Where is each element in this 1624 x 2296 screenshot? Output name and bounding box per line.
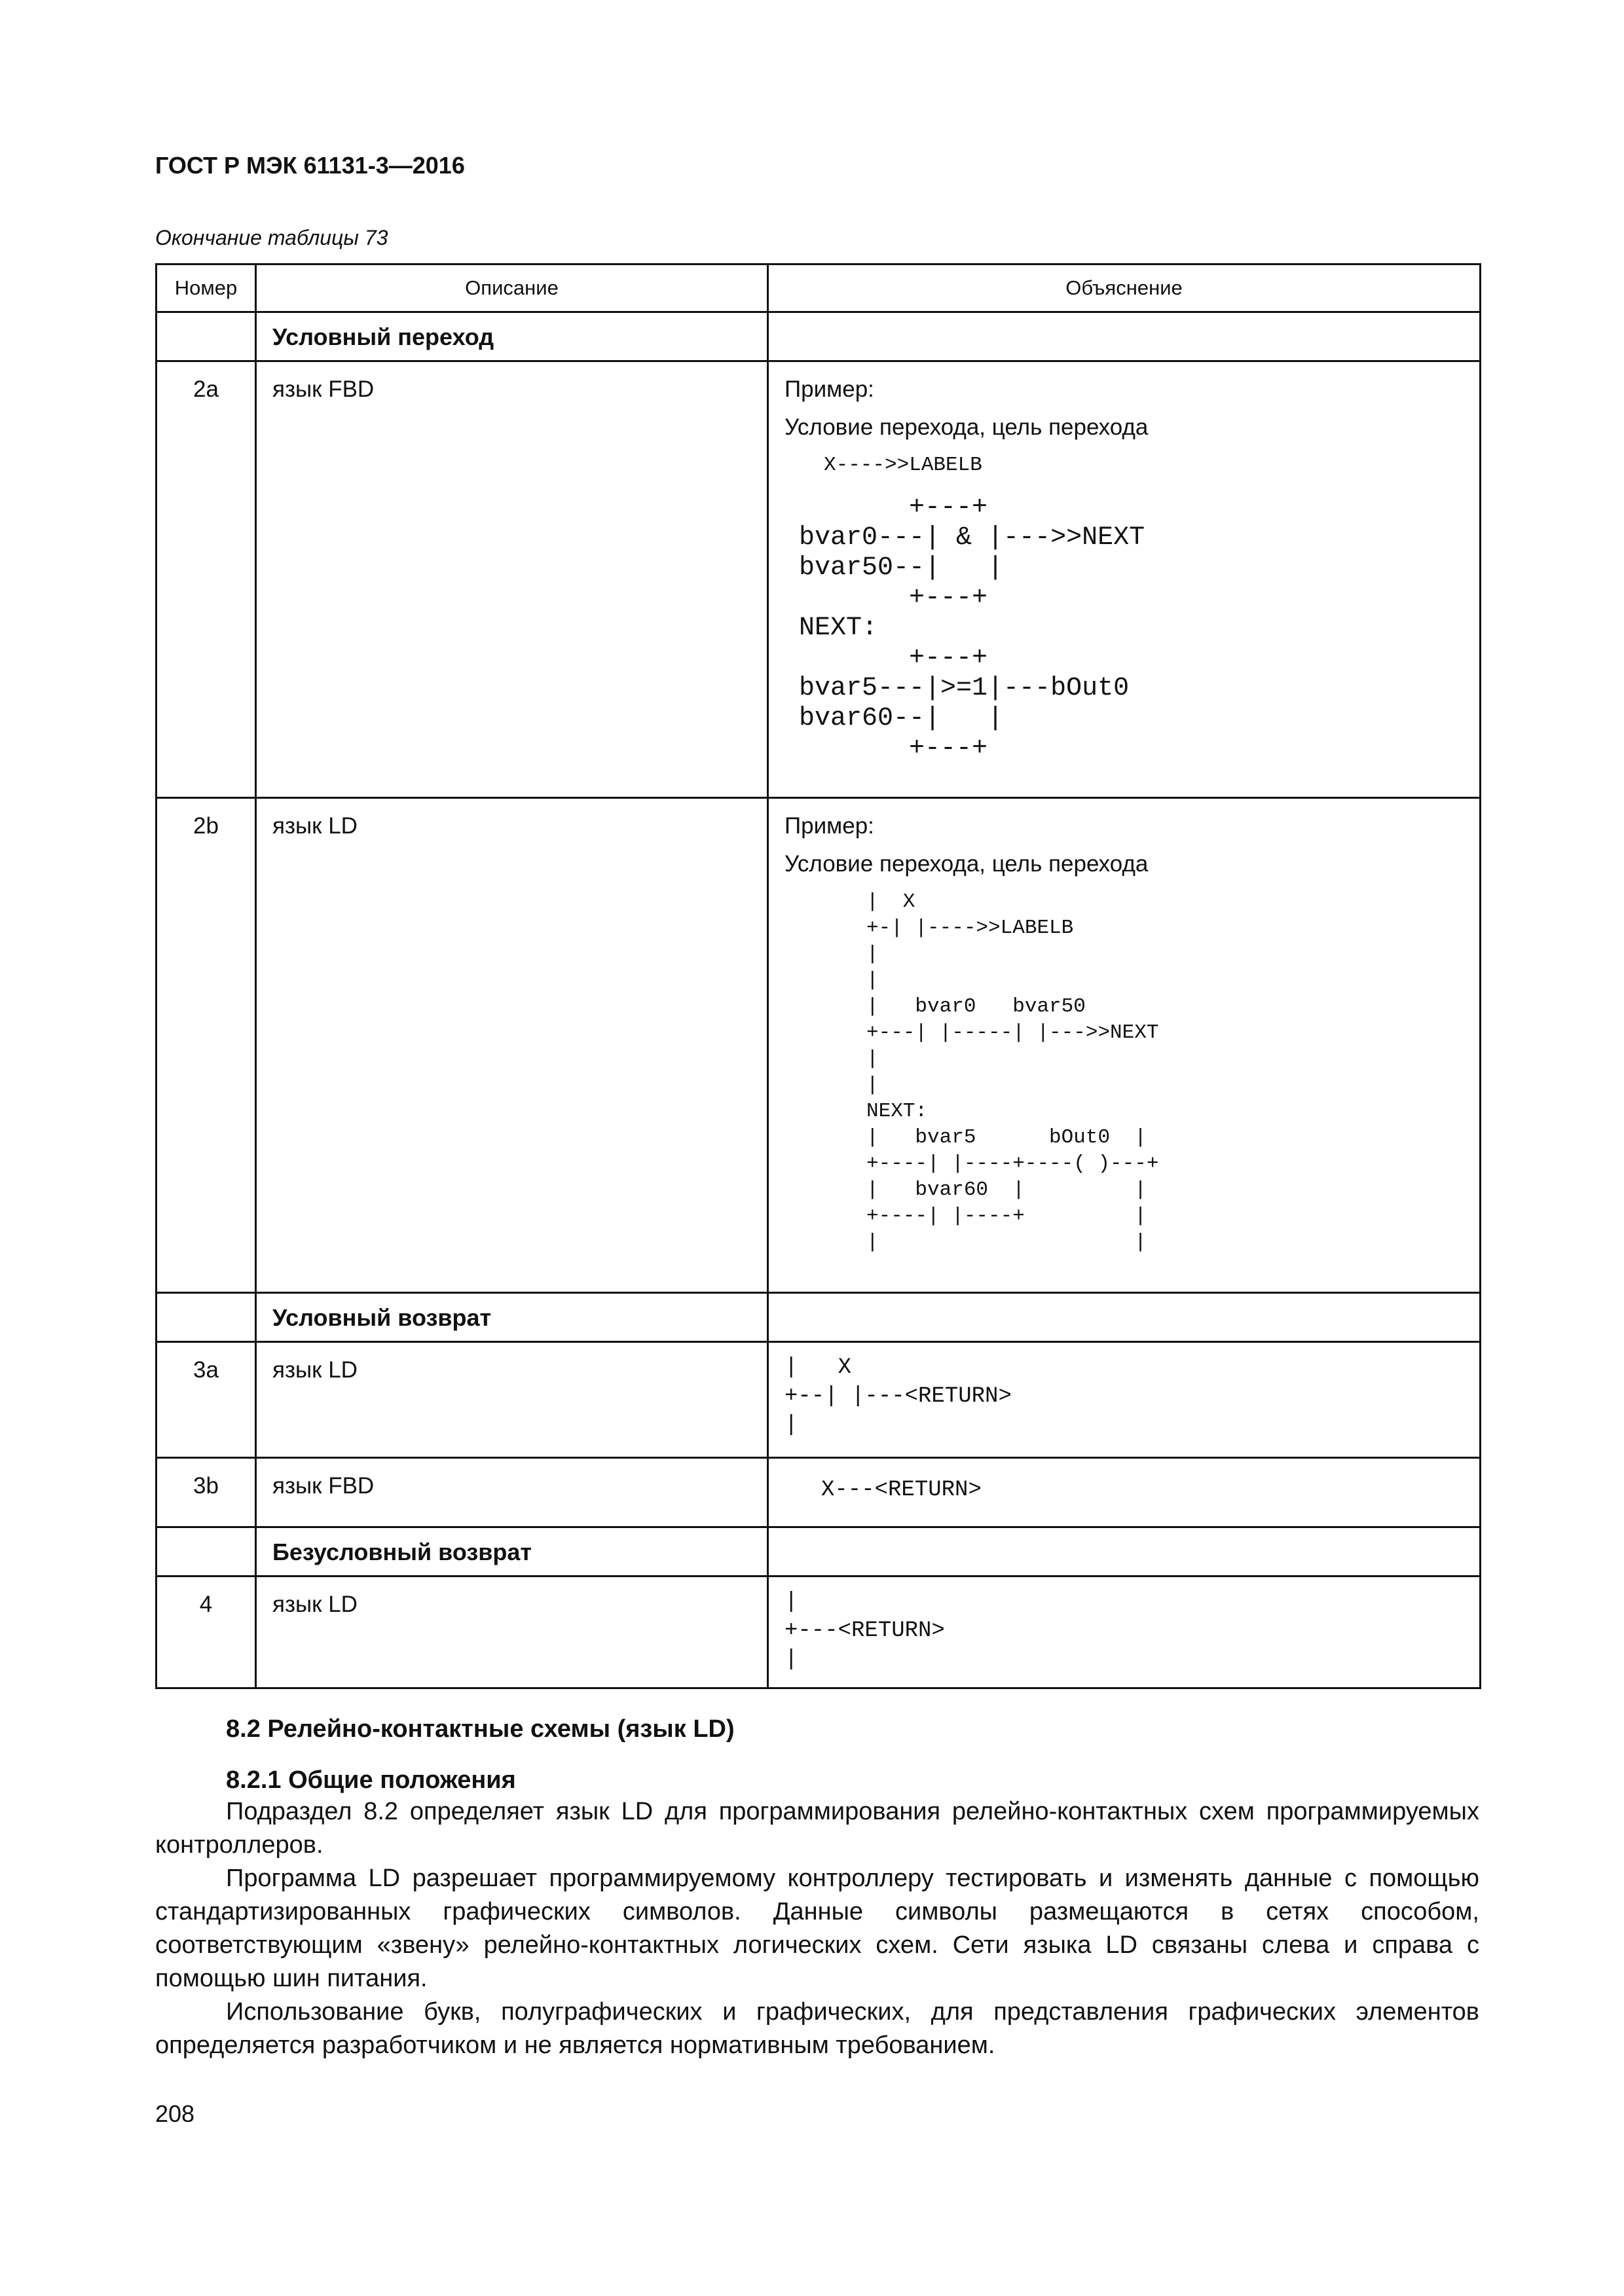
example-caption: Условие перехода, цель перехода: [784, 414, 1149, 440]
body-text: [155, 1795, 1479, 2062]
page-number: 208: [155, 2100, 195, 2127]
table-row-group: [157, 312, 1481, 361]
section-heading: 8.2 Релейно-контактные схемы (язык LD): [226, 1715, 735, 1743]
row-number: 3a: [157, 1342, 256, 1458]
fbd-return-code: X---<RETURN>: [821, 1478, 982, 1503]
paragraph: Программа LD разрешает программируемому контроллеру тестировать и изменять данные с помощью стандартизированных графических символов. Данные символы размещаются в сетях способом, соответствующим «звену» релейно-контактных логических схем. Сети языка LD связаны слева и справа с помощью шин питания.: [155, 1865, 1479, 1992]
row-description: язык LD: [256, 798, 768, 1293]
row-number: 3b: [157, 1458, 256, 1527]
ld-diagram-code: | X +-| |---->>LABELB | | | bvar0 bvar50 +---| |-----| |--->>NEXT | | NEXT: | bvar5 bOut0 | +----| |----+----( )---+ | bvar60 | | +----| |----+ | | |: [866, 890, 1159, 1254]
row-number: 2b: [157, 798, 256, 1293]
row-explanation: [768, 1576, 1481, 1688]
paragraph: Подраздел 8.2 определяет язык LD для программирования релейно-контактных схем программируемых контроллеров.: [155, 1798, 1479, 1859]
table-73: [155, 263, 1481, 1689]
fbd-diagram-code: +---+ bvar0---| & |--->>NEXT bvar50--| | +---+ NEXT: +---+ bvar5---|>=1|---bOut0 bvar60--| | +---+: [799, 493, 1145, 763]
group-title-conditional-return: Условный возврат: [256, 1293, 768, 1342]
table-row: [157, 1342, 1481, 1458]
table-row: [157, 1576, 1481, 1688]
row-description: язык LD: [256, 1576, 768, 1688]
column-header-explanation: Объяснение: [768, 264, 1481, 312]
column-header-number: Номер: [157, 264, 256, 312]
ld-return-code: | X +--| |---<RETURN> |: [784, 1355, 1012, 1438]
row-explanation: [768, 1342, 1481, 1458]
ld-unconditional-return-code: | +---<RETURN> |: [784, 1590, 945, 1672]
example-label: Пример:: [784, 813, 874, 839]
row-description: язык FBD: [256, 1458, 768, 1527]
subsection-heading: 8.2.1 Общие положения: [226, 1766, 516, 1794]
row-number: 4: [157, 1576, 256, 1688]
group-title-conditional-jump: Условный переход: [256, 312, 768, 361]
row-description: язык LD: [256, 1342, 768, 1458]
table-header-row: [157, 264, 1481, 312]
example-label: Пример:: [784, 376, 874, 402]
group-title-unconditional-return: Безусловный возврат: [256, 1527, 768, 1576]
row-number: 2a: [157, 361, 256, 798]
table-caption: Окончание таблицы 73: [155, 226, 388, 249]
paragraph: Использование букв, полуграфических и графических, для представления графических элементов определяется разработчиком и не является нормативным требованием.: [155, 1998, 1479, 2059]
document-header: ГОСТ Р МЭК 61131-3—2016: [155, 152, 465, 179]
row-explanation: [768, 361, 1481, 798]
row-explanation: [768, 1458, 1481, 1527]
table-row-group: [157, 1527, 1481, 1576]
table-row: [157, 798, 1481, 1293]
table-row: [157, 361, 1481, 798]
table-row-group: [157, 1293, 1481, 1342]
example-caption: Условие перехода, цель перехода: [784, 851, 1149, 877]
row-explanation: [768, 798, 1481, 1293]
row-description: язык FBD: [256, 361, 768, 798]
table-row: [157, 1458, 1481, 1527]
fbd-jump-label-code: X---->>LABELB: [824, 454, 982, 477]
column-header-description: Описание: [256, 264, 768, 312]
